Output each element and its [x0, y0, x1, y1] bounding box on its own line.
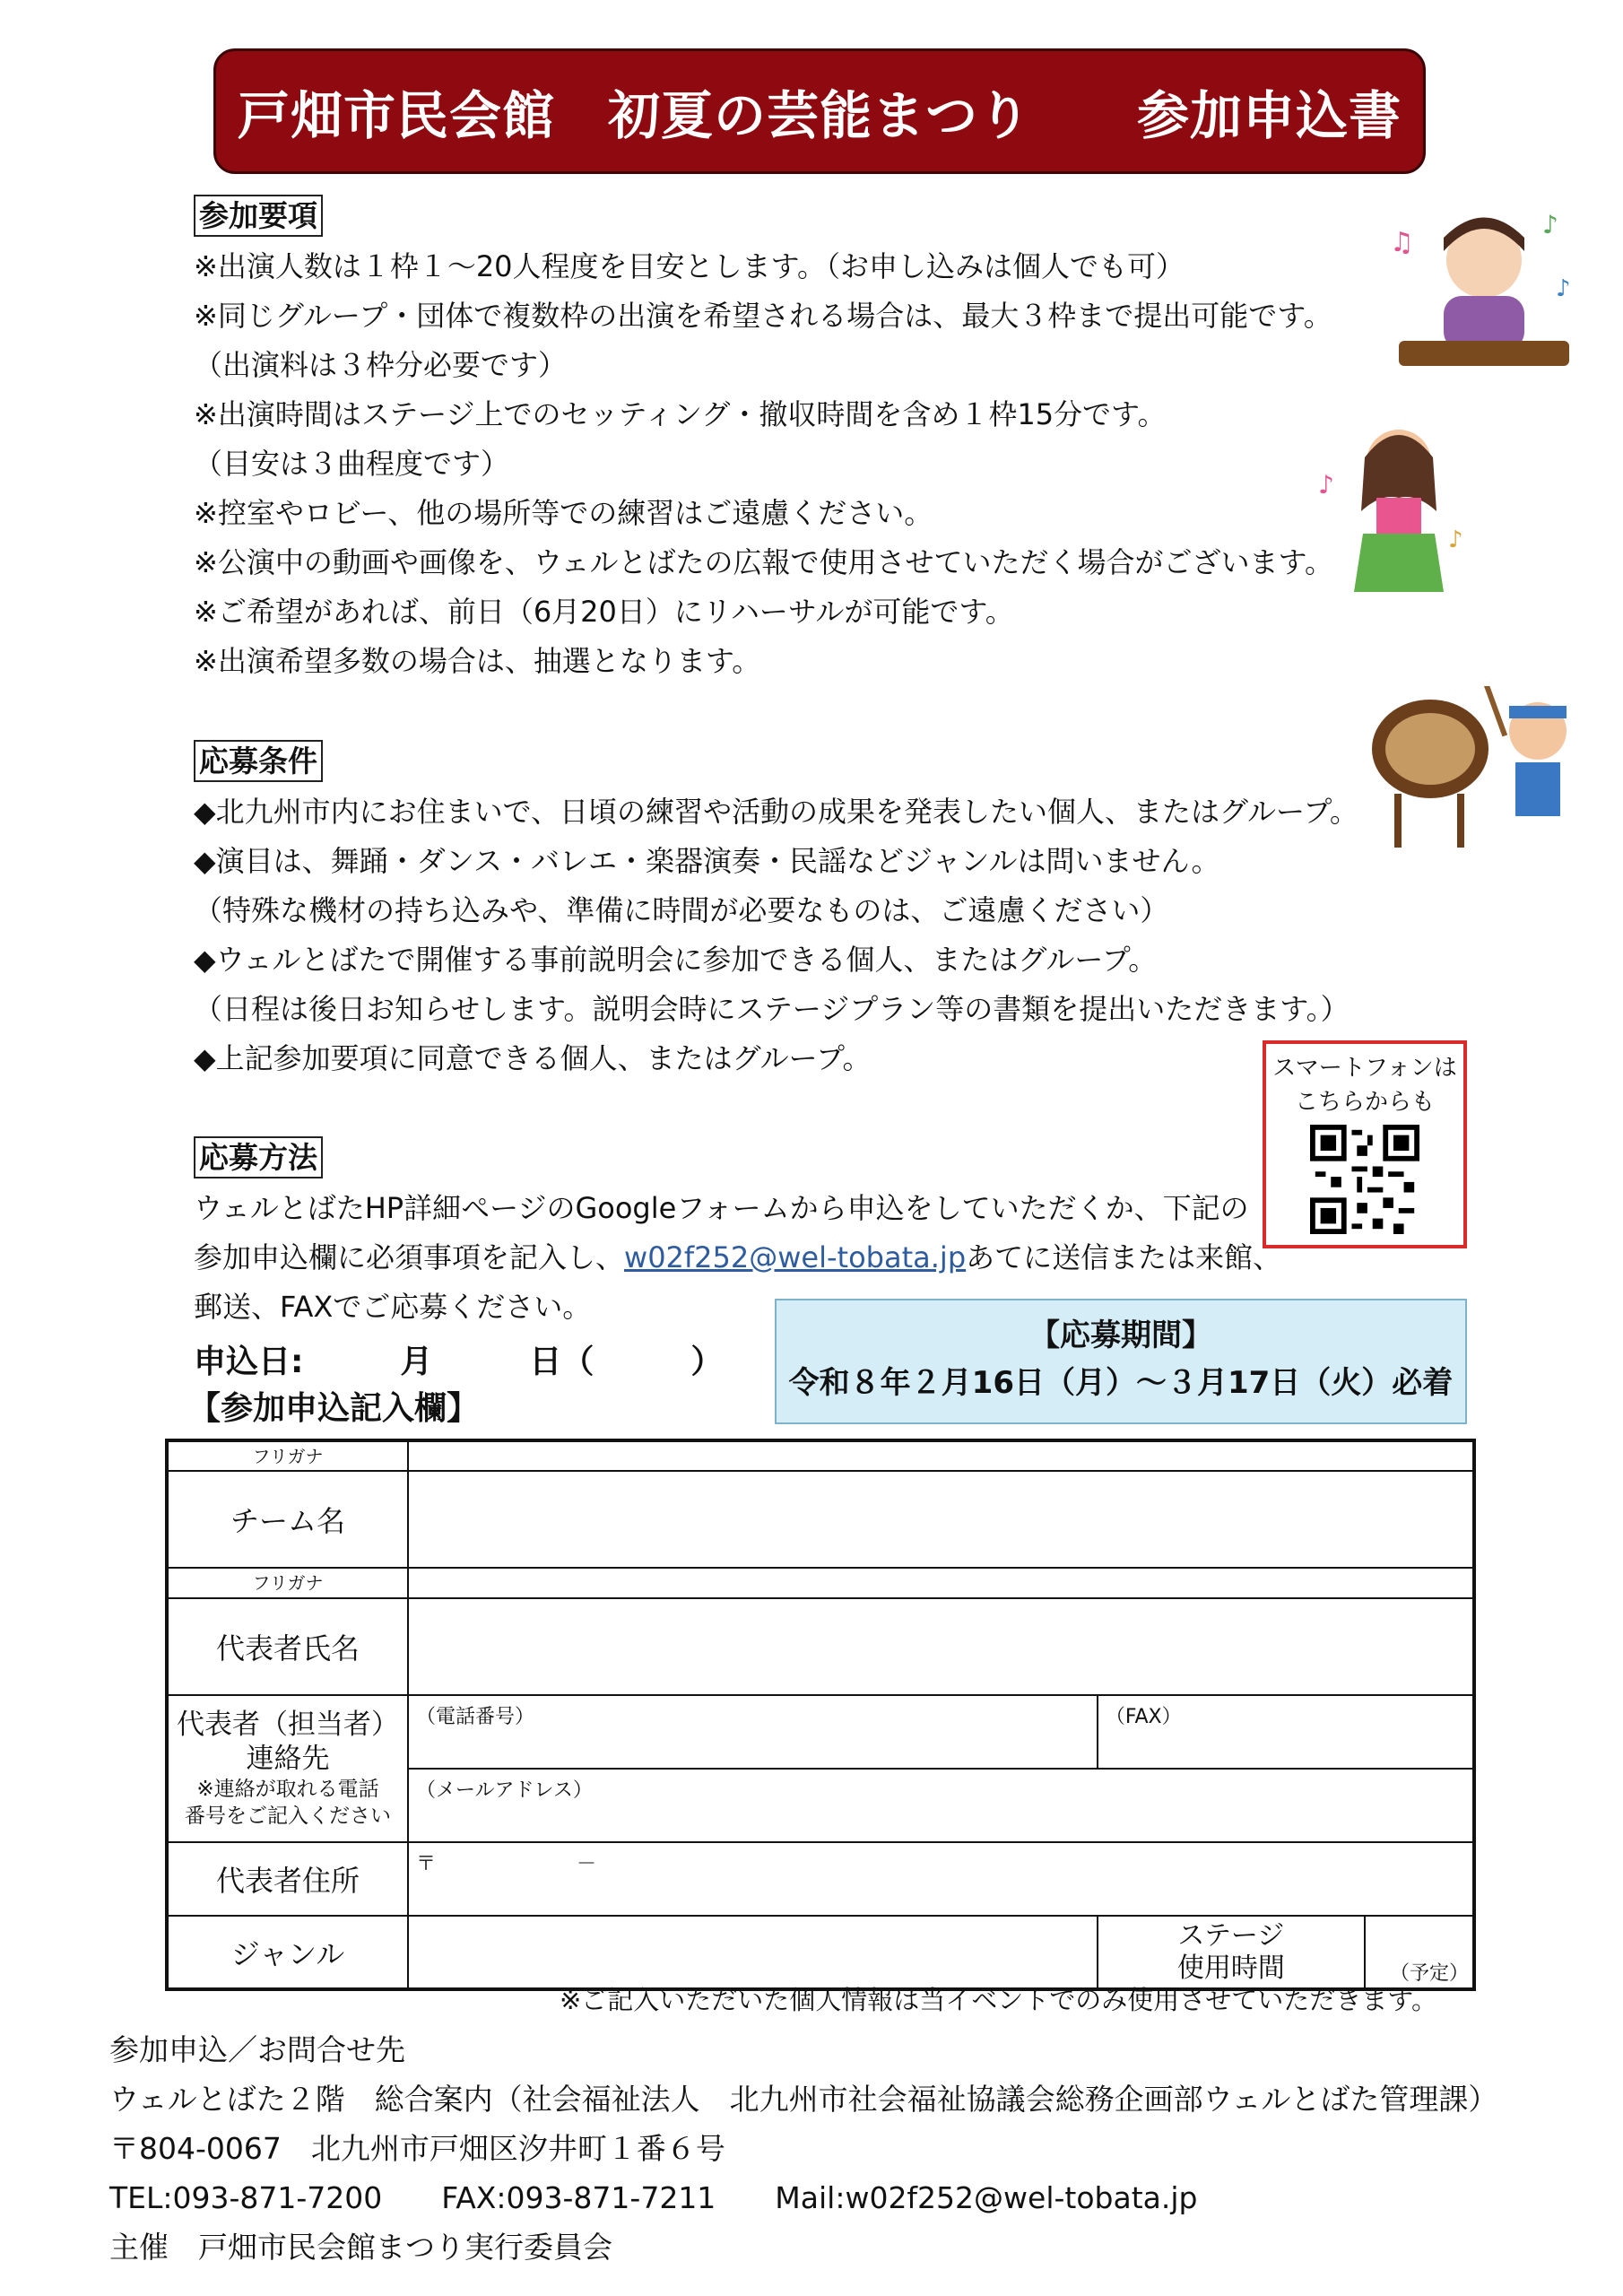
method-line — [194, 1233, 1281, 1283]
stage-time-label — [1098, 1916, 1365, 1989]
section-conditions — [194, 744, 323, 778]
svg-text:♪: ♪ — [1318, 470, 1334, 500]
stage-time-field[interactable] — [1365, 1916, 1474, 1989]
method-text: あてに送信または来館、 — [966, 1240, 1282, 1274]
team-name-field[interactable] — [408, 1471, 1474, 1568]
qr-caption: スマートフォンは — [1272, 1055, 1457, 1082]
application-period-box — [775, 1299, 1467, 1424]
contact-label-line: 連絡先 — [246, 1743, 330, 1775]
list-item: （特殊な機材の持ち込みや、準備に時間が必要なものは、ご遠慮ください） — [194, 893, 1169, 927]
footer-line: 参加申込／お問合せ先 — [109, 2032, 405, 2067]
period-title: 【応募期間】 — [1029, 1318, 1212, 1353]
footer-line: ウェルとばた２階 総合案内（社会福祉法人 北九州市社会福祉協議会総務企画部ウェルとばた管理課） — [109, 2082, 1498, 2117]
footer-line: 〒804-0067 北九州市戸畑区汐井町１番６号 — [109, 2131, 725, 2166]
team-furigana-field[interactable] — [408, 1440, 1474, 1471]
application-form — [165, 1439, 1476, 1991]
contact-note: 番号をご記入ください — [185, 1805, 391, 1828]
contact-info — [109, 2025, 1497, 2272]
svg-text:♪: ♪ — [1542, 210, 1558, 239]
svg-text:♪: ♪ — [1556, 275, 1571, 302]
rep-name-field[interactable] — [408, 1598, 1474, 1695]
svg-text:♪: ♪ — [1448, 526, 1463, 553]
footer-line: TEL:093-871-7200 FAX:093-871-7211 Mail:w02f252@wel-tobata.jp — [109, 2180, 1198, 2215]
list-item: ※公演中の動画や画像を、ウェルとばたの広報で使用させていただく場合がございます。 — [194, 545, 1333, 579]
phone-label: （電話番号） — [416, 1706, 535, 1728]
list-item: ※出演希望多数の場合は、抽選となります。 — [194, 644, 761, 678]
list-item: （出演料は３枠分必要です） — [194, 348, 568, 382]
contact-label-line: 代表者（担当者） — [177, 1709, 399, 1741]
list-item: ◆ウェルとばたで開催する事前説明会に参加できる個人、またはグループ。 — [194, 943, 1158, 977]
qr-caption: こちらからも — [1294, 1089, 1435, 1116]
rep-name-label: 代表者氏名 — [167, 1598, 408, 1695]
list-item: ※出演人数は１枠１～20人程度を目安とします。（お申し込みは個人でも可） — [194, 249, 1185, 283]
list-item: ※出演時間はステージ上でのセッティング・撤収時間を含め１枠15分です。 — [194, 397, 1167, 431]
section-requirements — [194, 199, 323, 233]
period-dates: 令和８年２月16日（月）～３月17日（火）必着 — [788, 1365, 1454, 1401]
list-item: ※控室やロビー、他の場所等での練習はご遠慮ください。 — [194, 496, 933, 530]
section-title: 応募方法 — [194, 1136, 323, 1178]
list-item: （日程は後日お知らせします。説明会時にステージプラン等の書類を提出いただきます。） — [194, 992, 1350, 1026]
list-item: ◆上記参加要項に同意できる個人、またはグループ。 — [194, 1041, 872, 1075]
page-title: 戸畑市民会館 初夏の芸能まつり 参加申込書 — [213, 48, 1426, 174]
furigana-label: フリガナ — [167, 1440, 408, 1471]
qr-code-icon[interactable] — [1310, 1125, 1419, 1234]
genre-label: ジャンル — [167, 1916, 408, 1989]
svg-text:♫: ♫ — [1390, 227, 1414, 258]
email-field[interactable] — [408, 1769, 1474, 1842]
method-text: 参加申込欄に必須事項を記入し、 — [194, 1240, 625, 1274]
stage-time-label-line: 使用時間 — [1176, 1952, 1285, 1984]
list-item: ※ご希望があれば、前日（6月20日）にリハーサルが可能です。 — [194, 595, 1014, 629]
qr-code-box — [1263, 1040, 1467, 1248]
furigana-label: フリガナ — [167, 1568, 408, 1598]
application-date: 申込日: 月 日（ ） — [194, 1344, 724, 1380]
method-line: ウェルとばたHP詳細ページのGoogleフォームから申込をしていただくか、下記の — [194, 1191, 1249, 1225]
stage-time-label-line: ステージ — [1177, 1919, 1285, 1952]
hula-dancer-illustration — [1309, 413, 1488, 637]
method-line: 郵送、FAXでご応募ください。 — [194, 1290, 592, 1324]
fax-field[interactable] — [1098, 1695, 1474, 1769]
koto-player-illustration — [1381, 197, 1587, 386]
phone-field[interactable] — [408, 1695, 1098, 1769]
list-item: ◆北九州市内にお住まいで、日頃の練習や活動の成果を発表したい個人、またはグループ。 — [194, 795, 1358, 829]
fax-label: （FAX） — [1105, 1706, 1182, 1728]
section-title: 応募条件 — [194, 740, 323, 782]
requirements-list — [194, 242, 1333, 686]
list-item: ◆演目は、舞踊・ダンス・バレエ・楽器演奏・民謡などジャンルは問いません。 — [194, 844, 1220, 878]
contact-label — [167, 1695, 408, 1842]
genre-field[interactable] — [408, 1916, 1098, 1989]
email-label: （メールアドレス） — [416, 1779, 593, 1802]
email-link[interactable]: w02f252@wel-tobata.jp — [624, 1240, 967, 1274]
contact-note: ※連絡が取れる電話 — [196, 1778, 379, 1801]
address-label: 代表者住所 — [167, 1842, 408, 1916]
footer-line: 主催 戸畑市民会館まつり実行委員会 — [109, 2230, 612, 2265]
address-field[interactable] — [408, 1842, 1474, 1916]
privacy-note: ※ご記入いただいた個人情報は当イベントでのみ使用させていただきます。 — [560, 1985, 1437, 2015]
form-heading: 【参加申込記入欄】 — [188, 1390, 480, 1427]
postal-mark: 〒 — [416, 1853, 437, 1875]
section-application-method — [194, 1141, 323, 1175]
postal-dash: － — [577, 1853, 597, 1875]
planned-note: （予定） — [1389, 1962, 1469, 1985]
conditions-list — [194, 787, 1358, 1083]
list-item: ※同じグループ・団体で複数枠の出演を希望される場合は、最大３枠まで提出可能です。 — [194, 299, 1332, 333]
team-name-label: チーム名 — [167, 1471, 408, 1568]
list-item: （目安は３曲程度です） — [194, 447, 510, 481]
taiko-drummer-illustration — [1367, 686, 1592, 857]
rep-furigana-field[interactable] — [408, 1568, 1474, 1598]
section-title: 参加要項 — [194, 195, 323, 237]
